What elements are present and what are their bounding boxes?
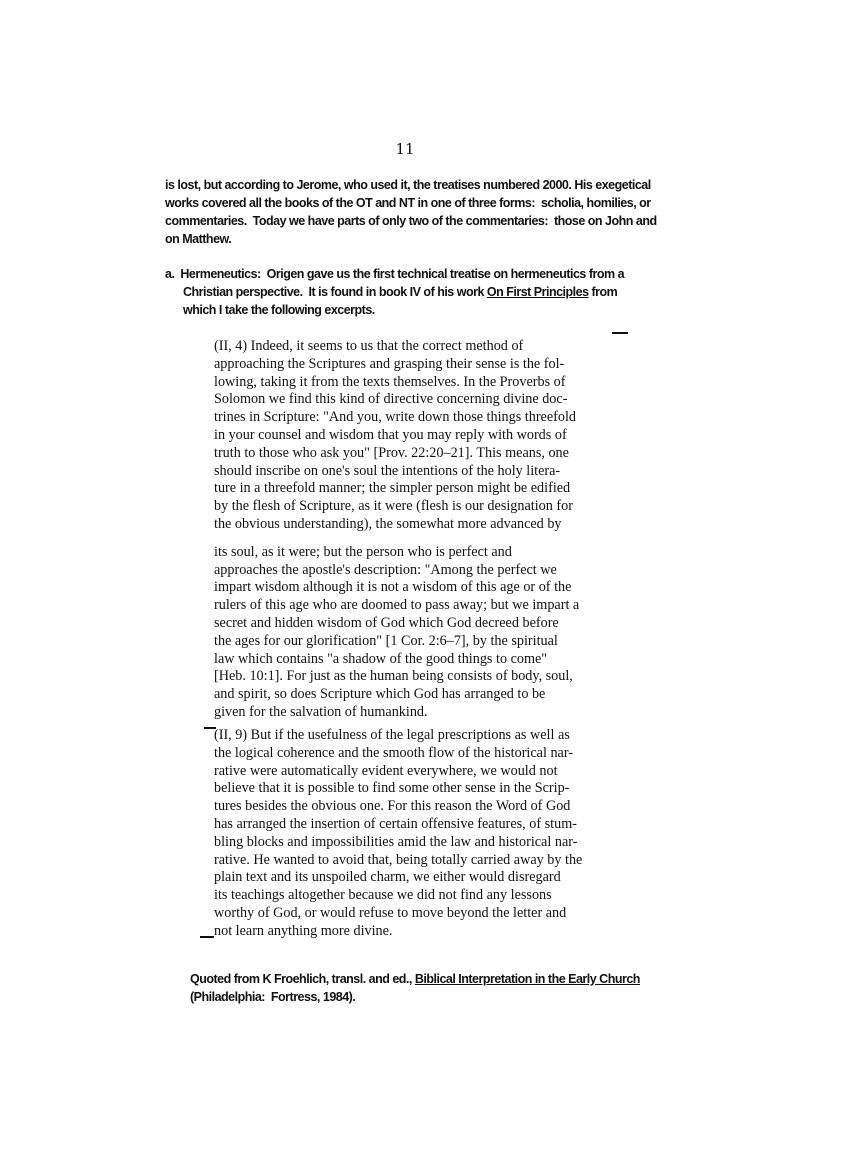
quote-line: plain text and its unspoiled charm, we either would disregard [214, 869, 561, 886]
quote-line: the obvious understanding), the somewhat more advanced by [214, 515, 562, 532]
quote-line: rative were automatically evident everywhere, we would not [214, 762, 558, 779]
quote-line: impart wisdom although it is not a wisdom of this age or of the [214, 579, 572, 596]
quote-line: truth to those who ask you" [Prov. 22:20–21]. This means, one [214, 444, 569, 461]
intro-line: on Matthew. [165, 232, 232, 246]
quote-line: secret and hidden wisdom of God which God decreed before [214, 614, 559, 631]
quote-line: in your counsel and wisdom that you may reply with words of [214, 426, 567, 443]
quote-line: rative. He wanted to avoid that, being totally carried away by the [214, 851, 583, 868]
quote-line: ture in a threefold manner; the simpler person might be edified [214, 480, 571, 497]
quote-line: has arranged the insertion of certain offensive features, of stum- [214, 815, 577, 832]
bracket-mark [612, 332, 628, 334]
quote-line: believe that it is possible to find some other sense in the Scrip- [214, 780, 570, 797]
section-a-line-tail: from [588, 285, 618, 299]
quote-line: tures besides the obvious one. For this reason the Word of God [214, 798, 571, 815]
citation-line: (Philadelphia: Fortress, 1984). [190, 990, 356, 1004]
quote-line: by the flesh of Scripture, as it were (flesh is our designation for [214, 498, 573, 515]
quote-block-1 [214, 338, 579, 722]
section-a-line: Christian perspective. It is found in book IV of his work [183, 285, 487, 299]
citation [190, 970, 640, 1006]
intro-paragraph [165, 176, 657, 248]
section-a-line: which I take the following excerpts. [183, 303, 375, 317]
page-number: 11 [395, 140, 415, 158]
quote-line: law which contains "a shadow of the good things to come" [214, 650, 548, 667]
bracket-mark [200, 936, 214, 938]
quote-block-2 [214, 727, 582, 941]
intro-line: works covered all the books of the OT and NT in one of three forms: scholia, homilies, or [165, 196, 651, 210]
book-title: Biblical Interpretation in the Early Church [414, 972, 640, 986]
quote-line: the ages for our glorification" [1 Cor. 2:6–7], by the spiritual [214, 632, 558, 649]
quote-gap [214, 534, 579, 544]
quote-line: its teachings altogether because we did not find any lessons [214, 887, 552, 904]
quote-line: should inscribe on one's soul the intentions of the holy litera- [214, 462, 561, 479]
work-title: On First Principles [486, 285, 589, 299]
quote-line: Solomon we find this kind of directive concerning divine doc- [214, 391, 568, 408]
quote-line: the logical coherence and the smooth flow of the historical nar- [214, 744, 574, 761]
quote-line: not learn anything more divine. [214, 922, 393, 939]
quote-line: given for the salvation of humankind. [214, 703, 428, 720]
intro-line: commentaries. Today we have parts of only two of the commentaries: those on John and [165, 214, 657, 228]
quote-line: rulers of this age who are doomed to pass away; but we impart a [214, 597, 580, 614]
section-a-hermeneutics [165, 265, 624, 319]
quote-line: bling blocks and impossibilities amid the law and historical nar- [214, 833, 578, 850]
intro-line: is lost, but according to Jerome, who used it, the treatises numbered 2000. His exegetical [165, 178, 651, 192]
quote-line: (II, 9) But if the usefulness of the legal prescriptions as well as [214, 727, 570, 743]
quote-line: lowing, taking it from the texts themselves. In the Proverbs of [214, 373, 566, 390]
quote-line: (II, 4) Indeed, it seems to us that the correct method of [214, 338, 524, 354]
quote-line: approaching the Scriptures and grasping their sense is the fol- [214, 355, 565, 372]
quote-line: and spirit, so does Scripture which God has arranged to be [214, 686, 546, 703]
section-a-line: a. Hermeneutics: Origen gave us the first technical treatise on hermeneutics from a [165, 267, 625, 281]
quote-line: trines in Scripture: "And you, write down those things threefold [214, 409, 576, 426]
quote-line: approaches the apostle's description: "Among the perfect we [214, 561, 557, 578]
citation-prefix: Quoted from K Froehlich, transl. and ed., [190, 972, 415, 986]
quote-line: worthy of God, or would refuse to move beyond the letter and [214, 904, 567, 921]
quote-line: [Heb. 10:1]. For just as the human being consists of body, soul, [214, 668, 573, 685]
quote-line: its soul, as it were; but the person who is perfect and [214, 543, 512, 560]
